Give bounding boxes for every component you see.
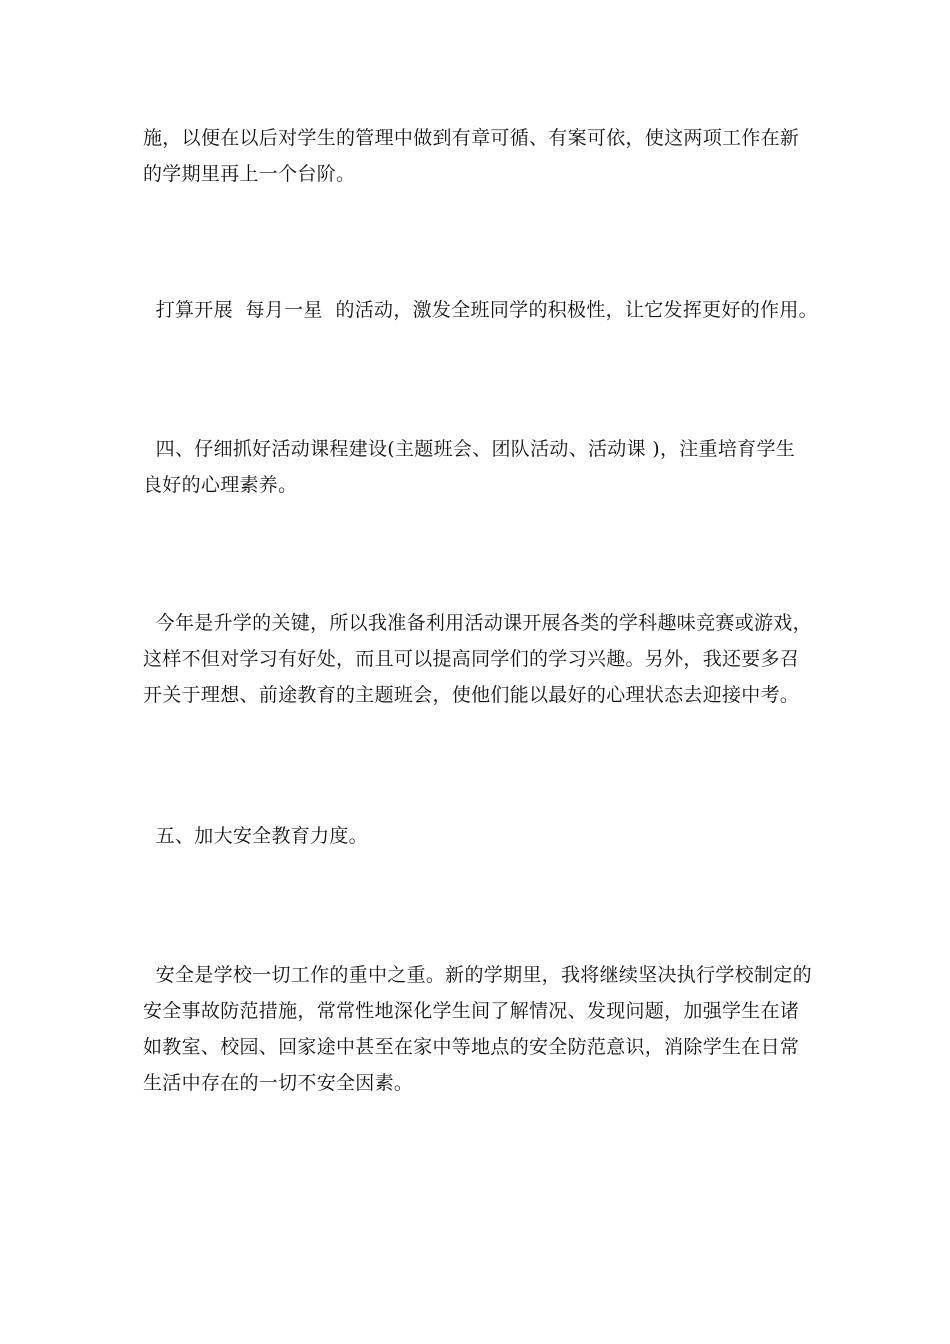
paragraph-line: 的学期里再上一个台阶。: [143, 163, 356, 185]
paragraph-line: 施，以便在以后对学生的管理中做到有章可循、有案可依，使这两项工作在新: [143, 127, 800, 149]
paragraph-line: 如教室、校园、回家途中甚至在家中等地点的安全防范意识，消除学生在日常: [143, 1036, 800, 1058]
paragraph-2: [143, 292, 818, 328]
paragraph-line: 开关于理想、前途教育的主题班会，使他们能以最好的心理状态去迎接中考。: [143, 684, 800, 706]
paragraph-line: 五、加大安全教育力度。: [143, 825, 368, 847]
paragraph-3: [143, 431, 813, 503]
paragraph-line: 生活中存在的一切不安全因素。: [143, 1072, 414, 1094]
paragraph-line: 安全事故防范措施，常常性地深化学生间了解情况、发现问题，加强学生在诸: [143, 1000, 800, 1022]
paragraph-6: [143, 957, 813, 1101]
paragraph-line: 安全是学校一切工作的重中之重。新的学期里，我将继续坚决执行学校制定的: [143, 964, 812, 986]
paragraph-line: 这样不但对学习有好处，而且可以提高同学们的学习兴趣。另外，我还要多召: [143, 648, 800, 670]
paragraph-line: 打算开展 每月一星 的活动，激发全班同学的积极性，让它发挥更好的作用。: [143, 299, 818, 321]
paragraph-5: [143, 818, 813, 854]
paragraph-line: 今年是升学的关键，所以我准备利用活动课开展各类的学科趣味竞赛或游戏，: [143, 612, 812, 634]
paragraph-1: [143, 120, 813, 192]
paragraph-line: 四、仔细抓好活动课程建设(主题班会、团队活动、活动课 )，注重培育学生: [143, 438, 796, 460]
paragraph-line: 良好的心理素养。: [143, 474, 298, 496]
paragraph-4: [143, 605, 813, 713]
